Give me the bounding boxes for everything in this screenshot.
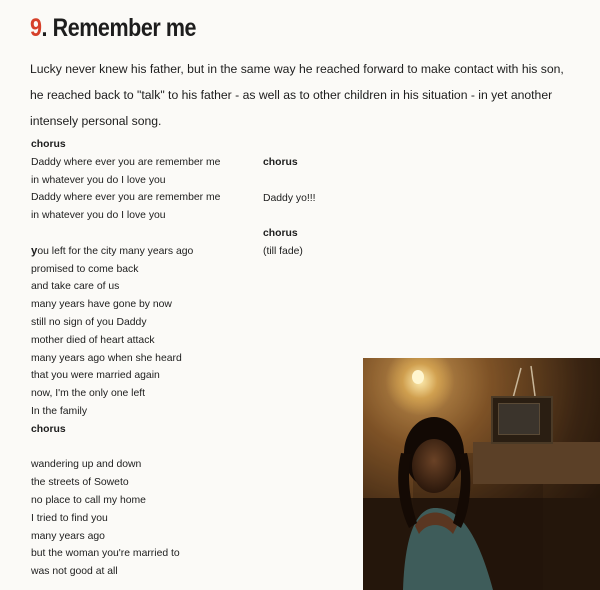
- lyric-line: wandering up and down: [31, 459, 142, 471]
- lyric-line: in whatever you do I love you: [31, 210, 166, 222]
- intro-paragraph: [30, 56, 585, 134]
- lyric-line: now, I'm the only one left: [31, 388, 146, 400]
- chorus-heading: chorus: [263, 228, 298, 240]
- chorus-heading: chorus: [31, 139, 66, 150]
- artist-photo: [363, 358, 600, 590]
- song-title: . Remember me: [41, 14, 197, 42]
- chorus-heading: chorus: [31, 423, 66, 435]
- lyric-line: no place to call my home: [31, 494, 146, 506]
- lyric-line: Daddy where ever you are remember me: [31, 156, 221, 168]
- lyric-line: Daddy where ever you are remember me: [31, 192, 221, 204]
- lyric-line: still no sign of you Daddy: [31, 316, 147, 328]
- lyric-line: in whatever you do I love you: [31, 174, 166, 186]
- television: [491, 396, 553, 444]
- lyric-line: many years ago: [31, 530, 105, 542]
- drop-letter: y: [31, 244, 38, 257]
- song-number: 9: [30, 14, 42, 42]
- lyric-line: promised to come back: [31, 263, 139, 275]
- lyric-line: the streets of Soweto: [31, 477, 129, 489]
- lyric-line: many years have gone by now: [31, 299, 172, 311]
- intro-line: Lucky never knew his father, but in the same way he reached forward to make contact with his son,: [30, 62, 564, 76]
- intro-line: intensely personal song.: [30, 114, 162, 128]
- intro-line: he reached back to "talk" to his father - as well as to other children in his situation - in yet another: [30, 88, 553, 102]
- lyric-line: In the family: [31, 405, 88, 417]
- lyric-line: Daddy yo!!!: [263, 192, 316, 204]
- lyric-line: mother died of heart attack: [31, 334, 155, 346]
- tv-cabinet: [473, 442, 600, 484]
- lyrics-left-column: [31, 136, 220, 581]
- light-bulb: [412, 370, 424, 384]
- page-title: [30, 14, 196, 43]
- lyric-line: was not good at all: [31, 566, 118, 578]
- lyrics-right-column: [263, 154, 316, 261]
- lyric-line: and take care of us: [31, 281, 120, 293]
- lyric-line: you left for the city many years ago: [31, 244, 194, 257]
- lyric-line: that you were married again: [31, 370, 160, 382]
- lyric-line: (till fade): [263, 245, 303, 257]
- lyric-line: many years ago when she heard: [31, 352, 182, 364]
- chorus-heading: chorus: [263, 157, 298, 168]
- lyric-line: but the woman you're married to: [31, 548, 180, 560]
- tv-screen: [498, 403, 540, 435]
- lyric-line: I tried to find you: [31, 512, 108, 524]
